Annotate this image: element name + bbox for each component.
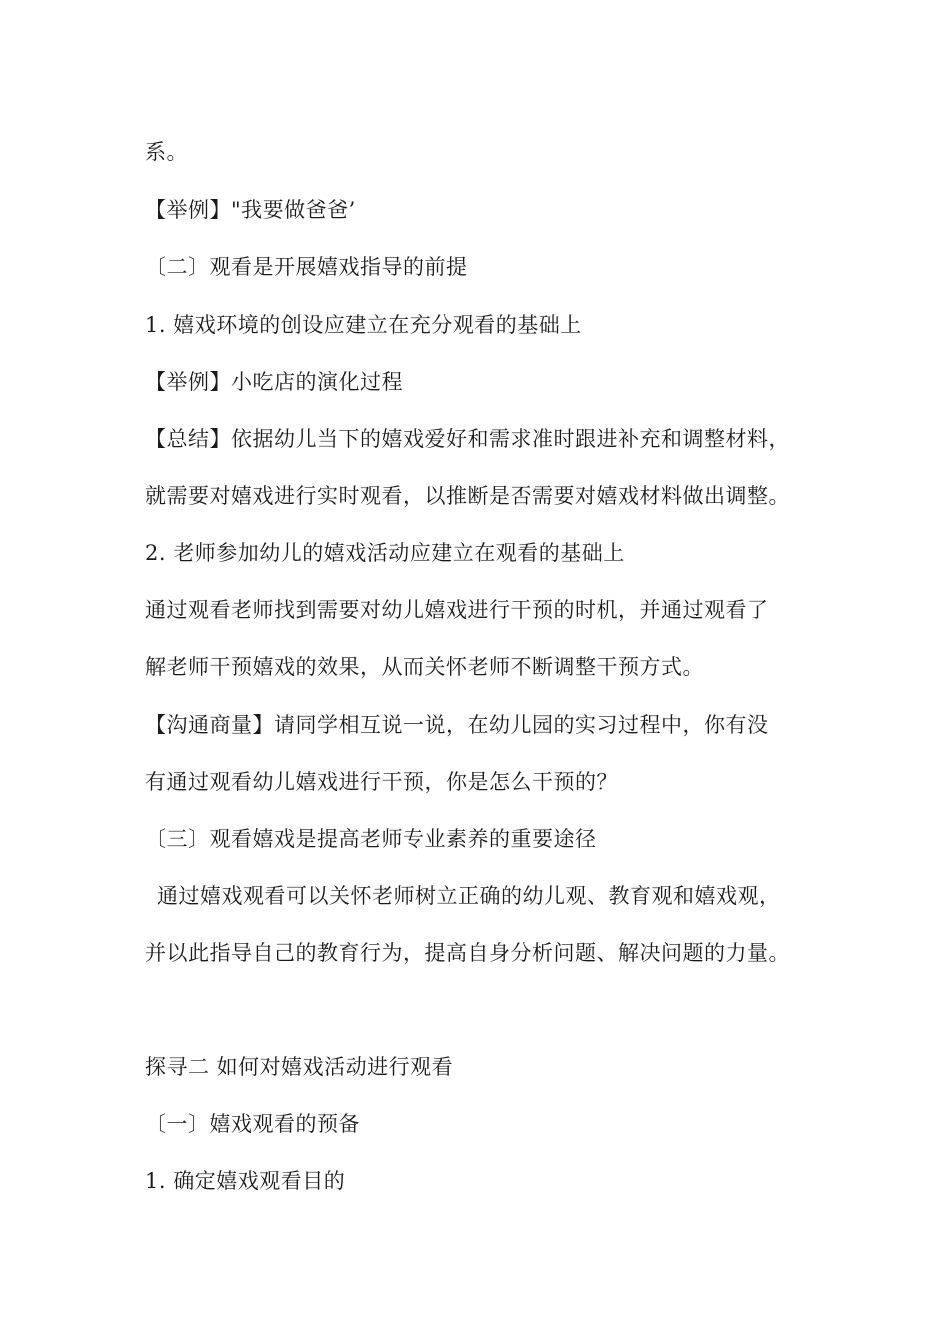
numbered-item: 1. 确定嬉戏观看目的	[145, 1169, 346, 1193]
text-line: 【沟通商量】请同学相互说一说，在幼儿园的实习过程中，你有没	[145, 713, 769, 737]
numbered-item: 2. 老师参加幼儿的嬉戏活动应建立在观看的基础上	[145, 541, 625, 565]
text-line: 系。	[145, 140, 188, 164]
section-heading: 〔二〕观看是开展嬉戏指导的前提	[145, 255, 468, 279]
text-line: 【举例】"我要做爸爸’	[145, 198, 356, 222]
text-line: 就需要对嬉戏进行实时观看，以推断是否需要对嬉戏材料做出调整。	[145, 484, 790, 508]
text-line: 并以此指导自己的教育行为，提高自身分析问题、解决问题的力量。	[145, 941, 790, 965]
text-line: 【总结】依据幼儿当下的嬉戏爱好和需求准时跟进补充和调整材料，	[145, 427, 790, 451]
numbered-item: 1. 嬉戏环境的创设应建立在充分观看的基础上	[145, 313, 582, 337]
text-line: 通过观看老师找到需要对幼儿嬉戏进行干预的时机，并通过观看了	[145, 598, 769, 622]
text-line: 通过嬉戏观看可以关怀老师树立正确的幼儿观、教育观和嬉戏观，	[157, 884, 781, 908]
section-heading: 〔三〕观看嬉戏是提高老师专业素养的重要途径	[145, 827, 597, 851]
text-line: 解老师干预嬉戏的效果，从而关怀老师不断调整干预方式。	[145, 655, 704, 679]
text-line: 有通过观看幼儿嬉戏进行干预，你是怎么干预的？	[145, 770, 618, 794]
text-line: 【举例】小吃店的演化过程	[145, 370, 403, 394]
section-heading: 〔一〕嬉戏观看的预备	[145, 1112, 360, 1136]
chapter-heading: 探寻二 如何对嬉戏活动进行观看	[145, 1055, 454, 1079]
